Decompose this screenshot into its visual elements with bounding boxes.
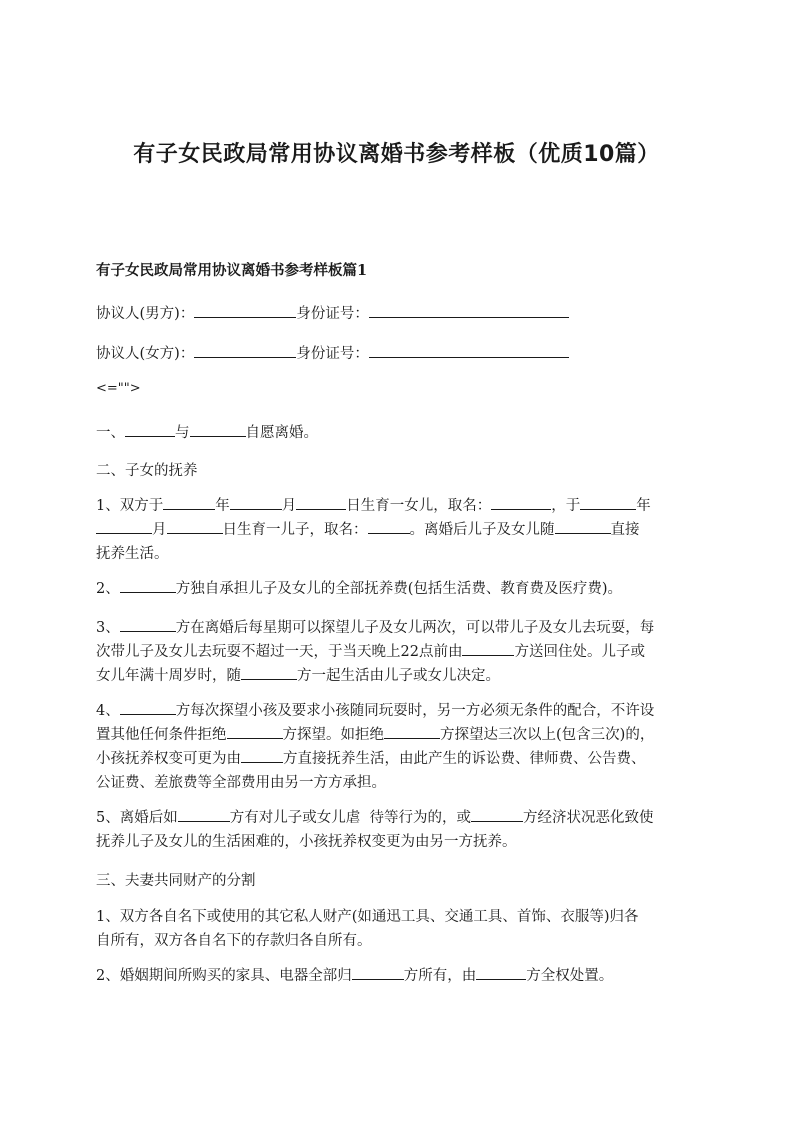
section-3-heading: 三、夫妻共同财产的分割 (96, 873, 256, 889)
blank-field[interactable] (120, 617, 176, 632)
female-name-blank[interactable] (194, 343, 296, 358)
item-2-5-line-2: 抚养儿子及女儿的生活困难的，小孩抚养权变更为由另一方抚养。 (96, 834, 517, 850)
item-2-4-line-4: 公证费、差旅费等全部费用由另一方方承担。 (96, 775, 386, 791)
blank-field[interactable] (352, 965, 404, 980)
blank-field[interactable] (163, 495, 215, 510)
item-2-4-line-1: 4、 方每次探望小孩及要求小孩随同玩耍时，另一方必须无条件的配合，不许设 (96, 699, 706, 723)
blank-field[interactable] (580, 495, 636, 510)
blank-field[interactable] (96, 519, 152, 534)
party-female-line: 协议人(女方)： 身份证号： (96, 342, 706, 366)
male-name-blank[interactable] (194, 303, 296, 318)
clause-1: 一、 与 自愿离婚。 (96, 421, 706, 445)
section-heading: 有子女民政局常用协议离婚书参考样板篇1 (96, 262, 368, 279)
item-2-1-line-1: 1、双方于 年 月 日生育一女儿，取名： ，于 年 (96, 494, 706, 518)
item-2-4-line-2: 置其他任何条件拒绝 方探望。如拒绝 方探望达三次以上(包含三次)的， (96, 723, 706, 747)
item-3-2: 2、婚姻期间所购买的家具、电器全部归 方所有，由 方全权处置。 (96, 964, 706, 988)
item-2-3-line-1: 3、 方在离婚后每星期可以探望儿子及女儿两次，可以带儿子及女儿去玩耍，每 (96, 616, 706, 640)
male-id-blank[interactable] (369, 303, 569, 318)
blank-field[interactable] (178, 807, 230, 822)
item-2-5-line-1: 5、离婚后如 方有对儿子或女儿虐 待等行为的，或 方经济状况恶化致使 (96, 806, 706, 830)
item-2-4-line-3: 小孩抚养权变可更为由 方直接抚养生活，由此产生的诉讼费、律师费、公告费、 (96, 747, 706, 771)
blank-field[interactable] (491, 495, 551, 510)
blank-field[interactable] (555, 519, 611, 534)
item-3-1-line-1: 1、双方各自名下或使用的其它私人财产(如通迅工具、交通工具、首饰、衣服等)归各 (96, 909, 639, 925)
item-2-2: 2、 方独自承担儿子及女儿的全部抚养费(包括生活费、教育费及医疗费)。 (96, 577, 706, 601)
blank-field[interactable] (476, 965, 526, 980)
item-2-1-line-3: 抚养生活。 (96, 546, 169, 562)
item-3-1-line-2: 自所有，双方各自名下的存款归各自所有。 (96, 933, 372, 949)
blank-field[interactable] (120, 578, 176, 593)
blank-field[interactable] (120, 700, 176, 715)
blank-field[interactable] (227, 724, 283, 739)
document-title: 有子女民政局常用协议离婚书参考样板（优质10篇） (133, 142, 660, 167)
item-2-3-line-2: 次带儿子及女儿去玩耍不超过一天，于当天晚上22点前由 方送回住处。儿子或 (96, 640, 706, 664)
section-2-heading: 二、子女的抚养 (96, 463, 198, 479)
blank-field[interactable] (167, 519, 223, 534)
blank-field[interactable] (296, 495, 346, 510)
blank-field[interactable] (190, 422, 246, 437)
blank-field[interactable] (230, 495, 282, 510)
party-male-line: 协议人(男方)： 身份证号： (96, 302, 706, 326)
item-2-1-line-2: 月 日生育一儿子，取名： 。离婚后儿子及女儿随 直接 (96, 518, 706, 542)
blank-field[interactable] (125, 422, 175, 437)
blank-field[interactable] (368, 519, 410, 534)
item-2-3-line-3: 女儿年满十周岁时，随 方一起生活由儿子或女儿决定。 (96, 664, 706, 688)
blank-field[interactable] (462, 641, 514, 656)
stray-markup-text: <=""> (96, 381, 141, 396)
blank-field[interactable] (384, 724, 440, 739)
female-id-blank[interactable] (369, 343, 569, 358)
blank-field[interactable] (471, 807, 523, 822)
blank-field[interactable] (241, 748, 283, 763)
blank-field[interactable] (241, 665, 297, 680)
